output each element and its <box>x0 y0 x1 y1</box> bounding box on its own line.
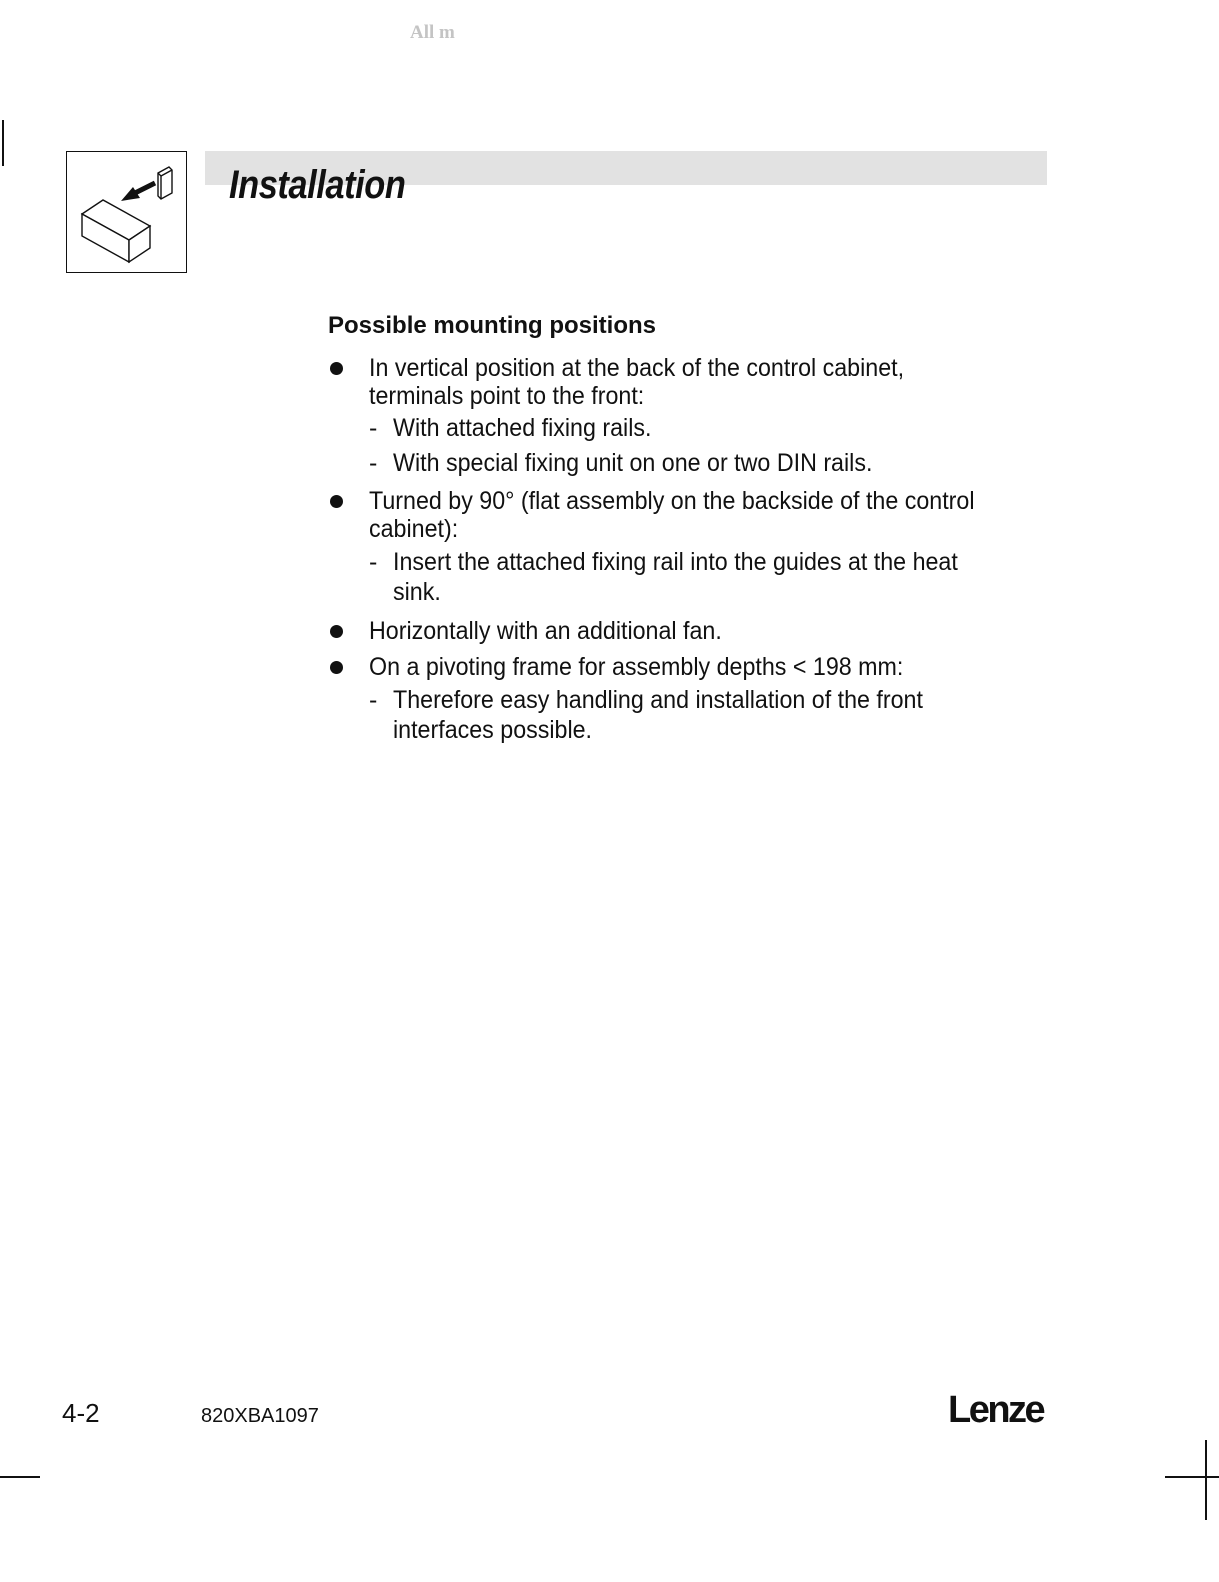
crop-mark-bottom-right-v <box>1205 1440 1207 1520</box>
header-watermark: All m <box>410 22 455 43</box>
list-item-text: In vertical position at the back of the control cabinet, <box>369 354 905 382</box>
sub-item-text: With attached fixing rails. <box>393 414 652 442</box>
list-item-text: cabinet): <box>369 515 459 543</box>
bullet-icon <box>330 625 343 638</box>
list-item-text: Horizontally with an additional fan. <box>369 617 722 645</box>
installation-icon <box>66 151 187 273</box>
page-title: Installation <box>229 163 406 207</box>
list-item-text: On a pivoting frame for assembly depths < 198 mm: <box>369 653 904 681</box>
sub-item-text: Insert the attached fixing rail into the guides at the heat <box>393 548 958 576</box>
page-number: 4-2 <box>62 1398 100 1428</box>
section-heading: Possible mounting positions <box>328 312 657 339</box>
brand-logo: Lenze <box>948 1389 1044 1431</box>
dash-marker: - <box>369 449 378 477</box>
crop-mark-bottom-right-h <box>1165 1476 1219 1478</box>
crop-mark-bottom-left <box>0 1476 40 1478</box>
dash-marker: - <box>369 686 378 714</box>
dash-marker: - <box>369 548 378 576</box>
list-item-text: terminals point to the front: <box>369 382 645 410</box>
module-into-housing-icon <box>67 152 185 271</box>
bullet-icon <box>330 661 343 674</box>
document-code: 820XBA1097 <box>201 1405 319 1427</box>
crop-mark-top-left <box>2 120 4 166</box>
list-item-text: Turned by 90° (flat assembly on the backside of the control <box>369 487 975 515</box>
bullet-icon <box>330 495 343 508</box>
sub-item-text: sink. <box>393 578 441 606</box>
sub-item-text: Therefore easy handling and installation of the front <box>393 686 923 714</box>
dash-marker: - <box>369 414 378 442</box>
bullet-icon <box>330 362 343 375</box>
sub-item-text: With special fixing unit on one or two DIN rails. <box>393 449 873 477</box>
sub-item-text: interfaces possible. <box>393 716 593 744</box>
